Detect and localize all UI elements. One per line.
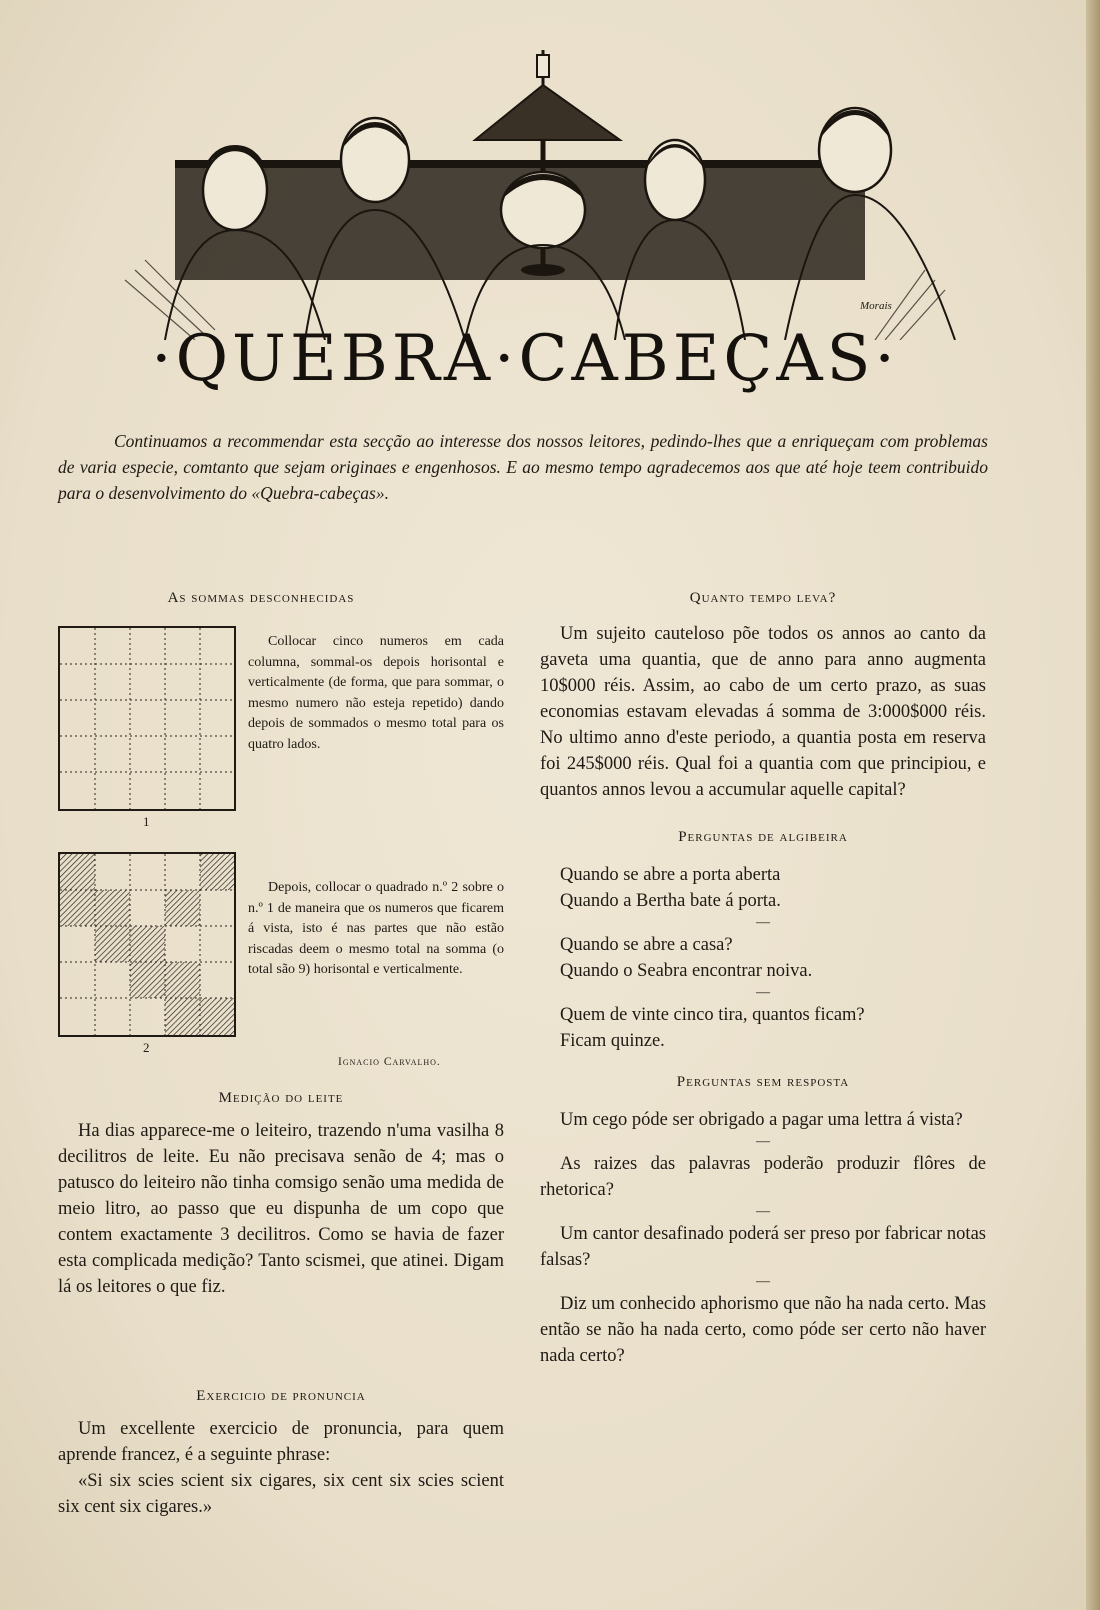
separator-dash: — bbox=[756, 985, 770, 1000]
artist-signature: Morais bbox=[860, 300, 892, 312]
heading-algibeira: Perguntas de algibeira bbox=[678, 829, 848, 845]
algibeira-a1: Quando a Bertha bate á porta. bbox=[560, 891, 781, 911]
grid-square-2 bbox=[58, 852, 236, 1037]
heading-medicao: Medição do leite bbox=[218, 1090, 344, 1106]
right-column bbox=[540, 590, 986, 1369]
sem-resposta-4: Diz um conhecido aphorismo que não ha nada certo. Mas então se não ha nada certo, como póde ser certo não haver nada certo? bbox=[540, 1294, 986, 1366]
heading-sommas: As sommas desconhecidas bbox=[167, 590, 355, 606]
sommas-text-1: Collocar cinco numeros em cada columna, sommal-os depois horisontal e verticalmente (de forma, que para sommar, o mesmo numero não esteja repetido) dando depois de sommados o mesmo total para os quatro lados. bbox=[248, 634, 504, 752]
exercicio-text: Um excellente exercicio de pronuncia, para quem aprende francez, é a seguinte phrase: bbox=[58, 1419, 504, 1465]
sem-resposta-1: Um cego póde ser obrigado a pagar uma lettra á vista? bbox=[560, 1110, 963, 1130]
hatched-grid-icon bbox=[60, 854, 234, 1035]
grid-square-1 bbox=[58, 626, 236, 811]
separator-dash: — bbox=[756, 1204, 770, 1219]
book-spine bbox=[1086, 0, 1100, 1610]
sommas-text-2: Depois, collocar o quadrado n.º 2 sobre o n.º 1 de maneira que os numeros que ficarem á vista, isto é nas partes que não estão riscadas deem o mesmo total na somma (o total são 9) horisontal e verticalmente. bbox=[248, 880, 504, 977]
illustration-figures-icon bbox=[65, 40, 985, 340]
left-column bbox=[58, 590, 504, 1517]
masthead-title: ·QUEBRA·CABEÇAS· bbox=[151, 322, 899, 396]
exercicio-quote: «Si six scies scient six cigares, six cent six scies scient six cent six cigares.» bbox=[58, 1471, 504, 1517]
header-illustration bbox=[65, 40, 985, 396]
sem-resposta-3: Um cantor desafinado poderá ser preso por fabricar notas falsas? bbox=[540, 1224, 986, 1270]
heading-sem-resposta: Perguntas sem resposta bbox=[676, 1074, 850, 1090]
medicao-text: Ha dias apparece-me o leiteiro, trazendo n'uma vasilha 8 decilitros de leite. Eu não precisava senão de 4; mas o patusco do leiteiro não tinha comsigo senão uma medida de meio litro, ao passo que eu dispunha de um copo que contem exactamente 3 decilitros. Como se havia de fazer esta complicada medição? Tanto scismei, que atinei. Digam lá os leitores o que fiz. bbox=[58, 1121, 504, 1297]
square-label-1: 1 bbox=[143, 814, 150, 829]
heading-exercicio: Exercicio de pronuncia bbox=[196, 1388, 366, 1404]
author-signature: Ignacio Carvalho. bbox=[338, 1056, 441, 1068]
separator-dash: — bbox=[756, 1134, 770, 1149]
square-label-2: 2 bbox=[143, 1040, 150, 1055]
heading-quanto: Quanto tempo leva? bbox=[689, 590, 837, 606]
dotted-grid-icon bbox=[60, 628, 234, 809]
intro-paragraph: Continuamos a recommendar esta secção ao interesse dos nossos leitores, pedindo-lhes que a enriqueçam com problemas de varia especie, comtanto que sejam originaes e engenhosos. E ao mesmo tempo agradecemos aos que até hoje teem contribuido para o desenvolvimento do «Quebra-cabeças». bbox=[58, 431, 988, 503]
algibeira-a3: Ficam quinze. bbox=[560, 1031, 665, 1051]
algibeira-q2: Quando se abre a casa? bbox=[560, 935, 733, 955]
separator-dash: — bbox=[756, 1274, 770, 1289]
algibeira-a2: Quando o Seabra encontrar noiva. bbox=[560, 961, 813, 981]
quanto-text: Um sujeito cauteloso põe todos os annos ao canto da gaveta uma quantia, que de anno para anno augmenta 10$000 réis. Assim, ao cabo de um certo prazo, as suas economias estavam elevadas á somma de 3:000$000 réis. No ultimo anno d'este periodo, a quantia posta em reserva foi 245$000 réis. Qual foi a quantia com que principiou, e quantos annos levou a accumular aquelle capital? bbox=[540, 624, 986, 800]
sem-resposta-list bbox=[540, 1107, 986, 1369]
sem-resposta-2: As raizes das palavras poderão produzir flôres de rhetorica? bbox=[540, 1154, 986, 1200]
algibeira-q1: Quando se abre a porta aberta bbox=[560, 865, 781, 885]
algibeira-list bbox=[540, 862, 986, 1054]
algibeira-q3: Quem de vinte cinco tira, quantos ficam? bbox=[560, 1005, 865, 1025]
separator-dash: — bbox=[756, 915, 770, 930]
